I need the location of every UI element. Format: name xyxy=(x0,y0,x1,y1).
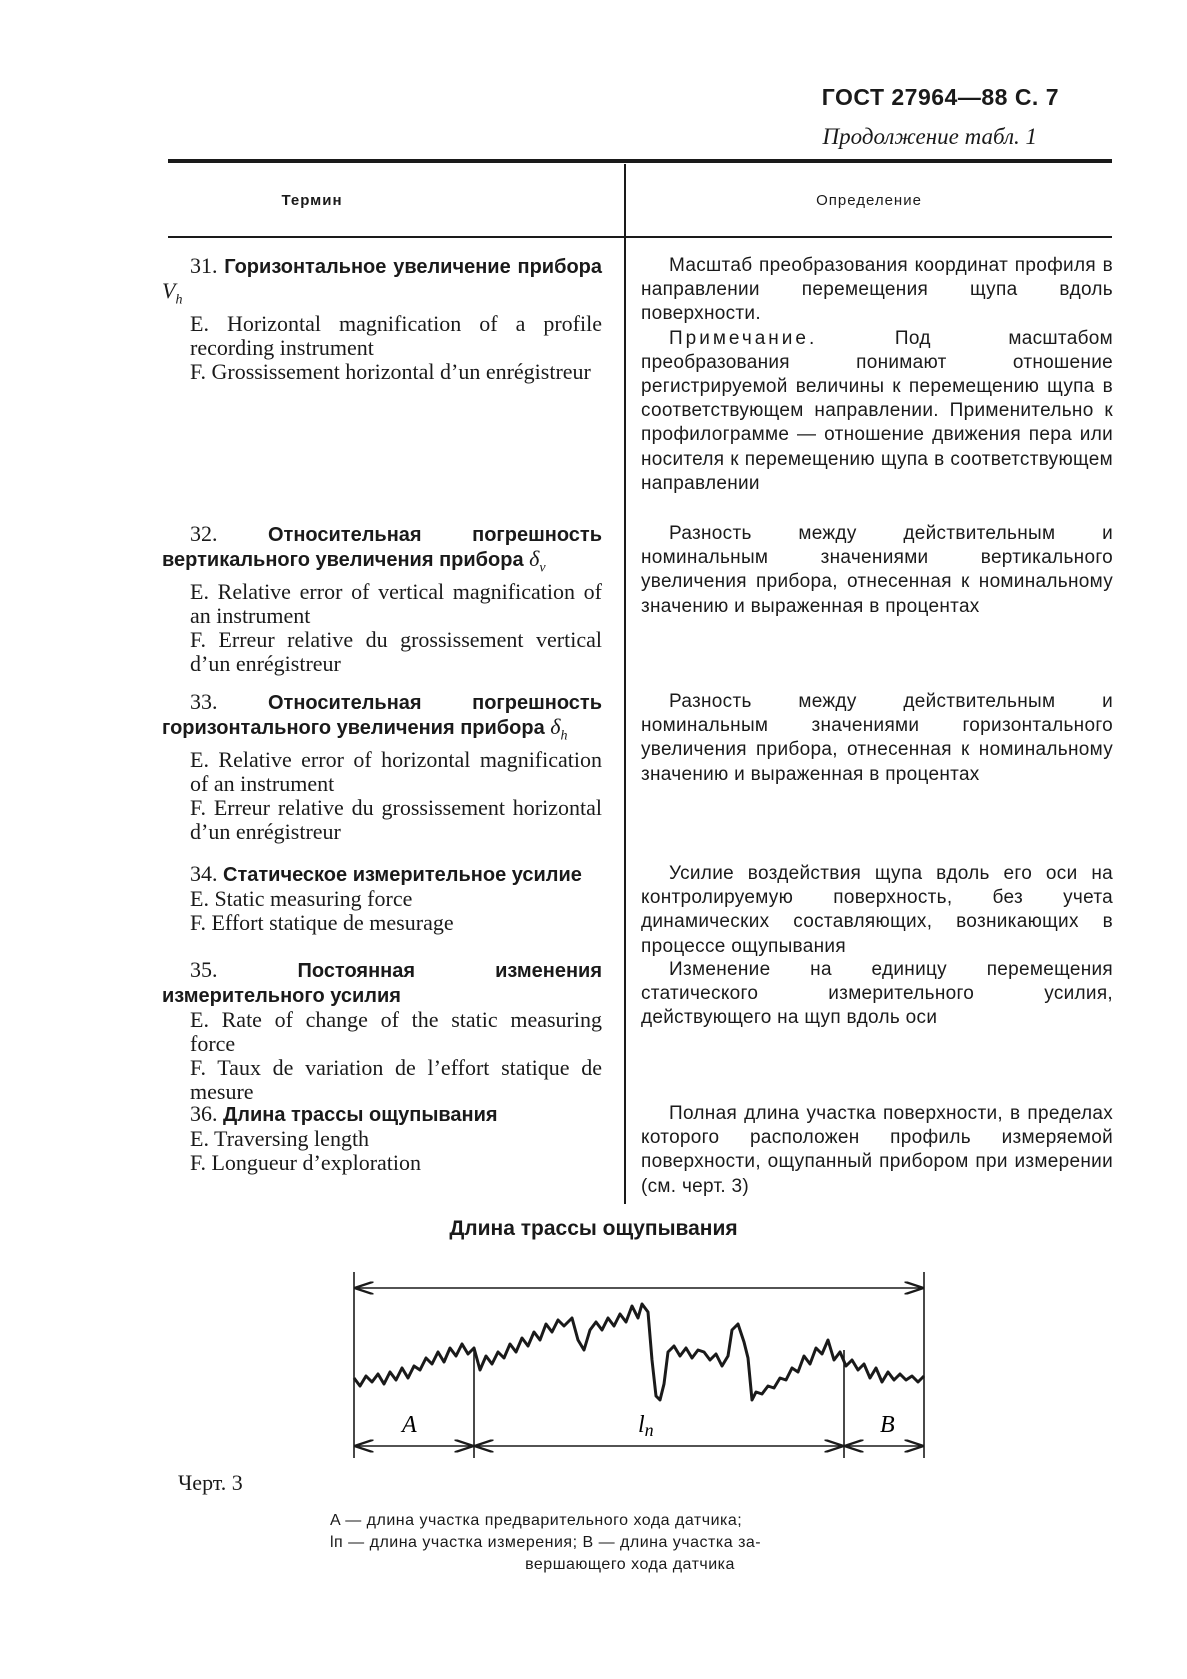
term-number: 32. xyxy=(190,521,218,546)
caption-line-2: lп — длина участка измерения; B — длина участка за- xyxy=(330,1534,762,1551)
term-number: 36. xyxy=(190,1101,218,1126)
term-number: 34. xyxy=(190,861,218,886)
table-column-divider xyxy=(624,164,626,1204)
term-title: Относительная погрешность вертикального увеличения прибора xyxy=(162,524,602,571)
surface-profile xyxy=(354,1304,924,1400)
term-title: Длина трассы ощупывания xyxy=(223,1104,498,1126)
term-english: E. Traversing length xyxy=(190,1126,370,1151)
term-title: Горизонтальное увеличение прибора xyxy=(224,256,603,278)
column-header-term: Термин xyxy=(281,192,343,209)
term-french: F. Grossissement horizontal d’un enrégistreur xyxy=(190,359,591,385)
term-english: E. Static measuring force xyxy=(190,886,413,911)
standard-code: ГОСТ 27964—88 С. 7 xyxy=(821,84,1059,110)
traversing-length-diagram xyxy=(340,1260,940,1470)
figure-title: Длина трассы ощупывания xyxy=(449,1217,738,1240)
term-symbol-sub: h xyxy=(175,292,183,308)
term-symbol-sub: h xyxy=(560,728,568,744)
term-symbol: V xyxy=(162,278,176,303)
term-35 xyxy=(162,958,602,1104)
term-number: 33. xyxy=(190,689,218,714)
definition-36 xyxy=(641,1102,1113,1199)
term-symbol-sub: v xyxy=(539,560,546,576)
term-french: F. Erreur relative du grossissement horizontal d’un enrégistreur xyxy=(190,795,602,845)
term-32 xyxy=(162,522,602,676)
column-header-definition: Определение xyxy=(816,192,922,209)
term-english: E. Horizontal magnification of a profile recording instrument xyxy=(190,311,602,361)
definition-text: Разность между действительным и номинальным значениями горизонтального увеличения прибора, отнесенная к номинальному значению и выраженная в процентах xyxy=(641,691,1113,785)
table-top-rule xyxy=(168,159,1112,163)
figure-caption xyxy=(330,1510,930,1576)
term-36 xyxy=(162,1102,602,1175)
term-symbol: δ xyxy=(550,714,561,739)
term-english: E. Relative error of horizontal magnification of an instrument xyxy=(190,747,602,797)
label-b: B xyxy=(880,1412,895,1438)
note-label: Примечание. xyxy=(669,327,818,349)
caption-line-1: A — длина участка предварительного хода датчика; xyxy=(330,1512,743,1529)
definition-text: Масштаб преобразования координат профиля в направлении перемещения щупа вдоль поверхности. xyxy=(641,255,1113,325)
term-french: F. Erreur relative du grossissement vertical d’un enrégistreur xyxy=(190,627,602,677)
definition-34 xyxy=(641,862,1113,959)
definition-32 xyxy=(641,522,1113,619)
definition-text: Усилие воздействия щупа вдоль его оси на контролируемую поверхность, без учета динамических составляющих, возникающих в процессе ощупывания xyxy=(641,863,1113,957)
table-header-rule xyxy=(168,236,1112,238)
term-french: F. Longueur d’exploration xyxy=(190,1150,422,1175)
term-number: 35. xyxy=(190,957,218,982)
term-symbol: δ xyxy=(529,546,540,571)
term-34 xyxy=(162,862,602,935)
term-number: 31. xyxy=(190,253,218,278)
term-title: Относительная погрешность горизонтального увеличения прибора xyxy=(162,692,602,739)
term-33 xyxy=(162,690,602,844)
definition-text: Изменение на единицу перемещения статического измерительного усилия, действующего на щуп вдоль оси xyxy=(641,959,1113,1029)
term-english: E. Relative error of vertical magnification of an instrument xyxy=(190,579,602,629)
definition-text: Полная длина участка поверхности, в пределах которого расположен профиль измеряемой поверхности, ощупанный прибором при измерении (см. черт. 3) xyxy=(641,1103,1113,1197)
definition-33 xyxy=(641,690,1113,787)
term-31 xyxy=(162,254,602,384)
label-ln-main: l xyxy=(638,1412,645,1438)
figure-label: Черт. 3 xyxy=(178,1470,243,1495)
term-title: Постоянная изменения измерительного усилия xyxy=(162,960,602,1007)
term-title: Статическое измерительное усилие xyxy=(223,864,582,886)
note-text: Под масштабом преобразования понимают отношение регистрируемой величины к перемещению щупа в соответствующем направлении. Применительно к профилограмме — отношение движения пера или носителя к перемещению щупа в соответствующем направлении xyxy=(641,327,1113,494)
term-english: E. Rate of change of the static measuring force xyxy=(190,1007,602,1056)
caption-line-3: вершающего хода датчика xyxy=(525,1556,735,1573)
term-french: F. Effort statique de mesurage xyxy=(190,910,454,935)
label-ln xyxy=(638,1412,654,1440)
definition-31 xyxy=(641,254,1113,496)
label-ln-sub: п xyxy=(644,1420,654,1440)
table-continuation: Продолжение табл. 1 xyxy=(822,124,1037,149)
definition-35 xyxy=(641,958,1113,1031)
label-a: A xyxy=(402,1412,417,1438)
term-french: F. Taux de variation de l’effort statique de mesure xyxy=(190,1055,602,1104)
definition-text: Разность между действительным и номинальным значениями вертикального увеличения прибора, отнесенная к номинальному значению и выраженная в процентах xyxy=(641,523,1113,617)
